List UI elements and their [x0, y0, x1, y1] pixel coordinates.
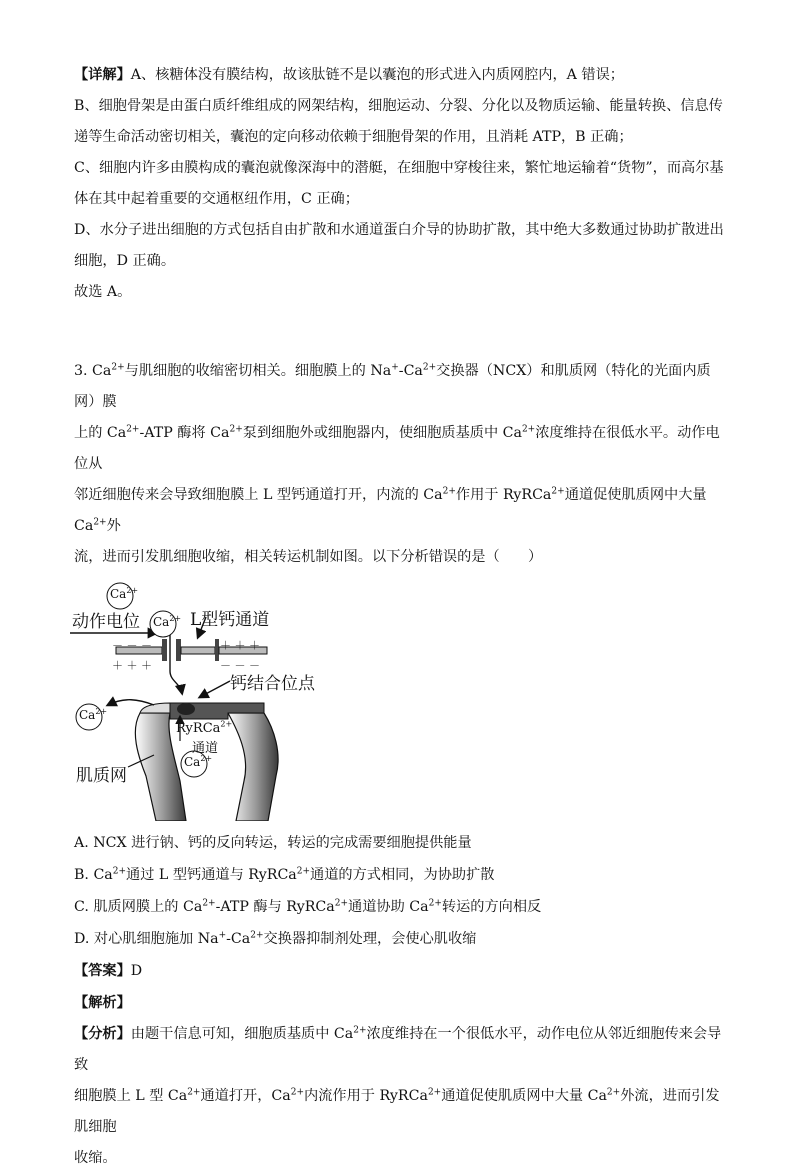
ca-label-2: $Ca^{2+}$ [153, 614, 182, 629]
calcium-efflux-arrow [108, 700, 154, 705]
question-stem-line-1: 3. $Ca^{2+}$与肌细胞的收缩密切相关。细胞膜上的 $Na^+-Ca^{2+}$交换器（NCX）和肌质网（特化的光面内质网）膜 [74, 362, 711, 410]
detail-a-text: A、核糖体没有膜结构，故该肽链不是以囊泡的形式进入内质网腔内，A 错误； [130, 67, 624, 83]
l-channel-left-wall [162, 639, 167, 661]
sr-right-arm [228, 713, 278, 821]
label-channel: 通道 [192, 741, 219, 756]
document-page [74, 60, 724, 1174]
analysis-line-1: 【分析】由题干信息可知，细胞质基质中 $Ca^{2+}$浓度维持在一个很低水平，动作电位从邻近细胞传来会导致 [74, 1025, 722, 1073]
option-c: C. 肌质网膜上的 $Ca^{2+}$-ATP 酶与 RyRCa$^{2+}$通道协助 $Ca^{2+}$转运的方向相反 [74, 898, 542, 915]
question-stem-line-4: 流，进而引发肌细胞收缩，相关转运机制如图。以下分析错误的是（ ） [74, 549, 543, 565]
detail-tag: 【详解】 [74, 67, 131, 83]
charges-top-left: － － － [112, 639, 152, 652]
ca-label-3: $Ca^{2+}$ [79, 707, 108, 722]
analysis-line-2: 细胞膜上 L 型 $Ca^{2+}$通道打开，$Ca^{2+}$内流作用于 RyRCa$^{2+}$通道促使肌质网中大量 $Ca^{2+}$外流，进而引发肌细胞 [74, 1087, 720, 1135]
label-ryr: RyRCa$^{2+}$ [176, 719, 233, 736]
detail-line-d2: 细胞，D 正确。 [74, 253, 176, 269]
label-action-potential: 动作电位 [72, 612, 140, 632]
answer-line [74, 955, 724, 987]
option-d: D. 对心肌细胞施加 $Na^+-Ca^{2+}$交换器抑制剂处理，会使心肌收缩 [74, 930, 477, 947]
detail-line-c2: 体在其中起着重要的交通枢纽作用，C 正确； [74, 191, 359, 207]
membrane-divider [215, 639, 219, 661]
detail-line-c1: C、细胞内许多由膜构成的囊泡就像深海中的潜艇，在细胞中穿梭往来，繁忙地运输着“货物”，而高尔基 [74, 160, 724, 176]
label-binding-site: 钙结合位点 [230, 674, 315, 694]
label-l-channel: L型钙通道 [190, 610, 270, 630]
option-a: A. NCX 进行钠、钙的反向转运，转运的完成需要细胞提供能量 [74, 835, 472, 851]
detail-line-a [74, 60, 724, 91]
detail-line-d1: D、水分子进出细胞的方式包括自由扩散和水通道蛋白介导的协助扩散，其中绝大多数通过协助扩散进出 [74, 222, 724, 238]
binding-site-pointer [200, 681, 230, 697]
analysis-tag-text: 【解析】 [74, 995, 131, 1011]
answer-value: D [130, 963, 143, 979]
ca-label-4: $Ca^{2+}$ [184, 754, 213, 769]
charges-bottom-right: － － － [220, 659, 260, 672]
charges-top-right: ＋ ＋ ＋ [220, 639, 260, 652]
detail-line-b2: 递等生命活动密切相关，囊泡的定向移动依赖于细胞骨架的作用，且消耗 ATP，B 正确； [74, 129, 633, 145]
calcium-binding-site [177, 703, 195, 715]
analysis-tag [74, 987, 724, 1019]
detail-line-b1: B、细胞骨架是由蛋白质纤维组成的网架结构，细胞运动、分裂、分化以及物质运输、能量转换、信息传 [74, 98, 723, 114]
detail-choose: 故选 A。 [74, 284, 132, 300]
charges-bottom-left: ＋ ＋ ＋ [112, 659, 152, 672]
calcium-transport-diagram [68, 581, 368, 821]
question-stem-line-3: 邻近细胞传来会导致细胞膜上 L 型钙通道打开，内流的 $Ca^{2+}$作用于 RyRCa$^{2+}$通道促使肌质网中大量 $Ca^{2+}$外 [74, 486, 707, 534]
analysis-line-3: 收缩。 [74, 1150, 117, 1166]
l-channel-right-wall [176, 639, 181, 661]
option-b: B. $Ca^{2+}$通过 L 型钙通道与 RyRCa$^{2+}$通道的方式相同，为协助扩散 [74, 866, 495, 883]
membrane-middle [181, 647, 215, 654]
sr-left-cap [140, 703, 170, 713]
ca-label-1: $Ca^{2+}$ [110, 586, 139, 601]
question-stem-line-2: 上的 $Ca^{2+}$-ATP 酶将 $Ca^{2+}$泵到细胞外或细胞器内，使细胞质基质中 $Ca^{2+}$浓度维持在很低水平。动作电位从 [74, 424, 720, 472]
label-sarcoplasmic-reticulum: 肌质网 [76, 766, 127, 786]
answer-tag: 【答案】 [74, 963, 131, 979]
